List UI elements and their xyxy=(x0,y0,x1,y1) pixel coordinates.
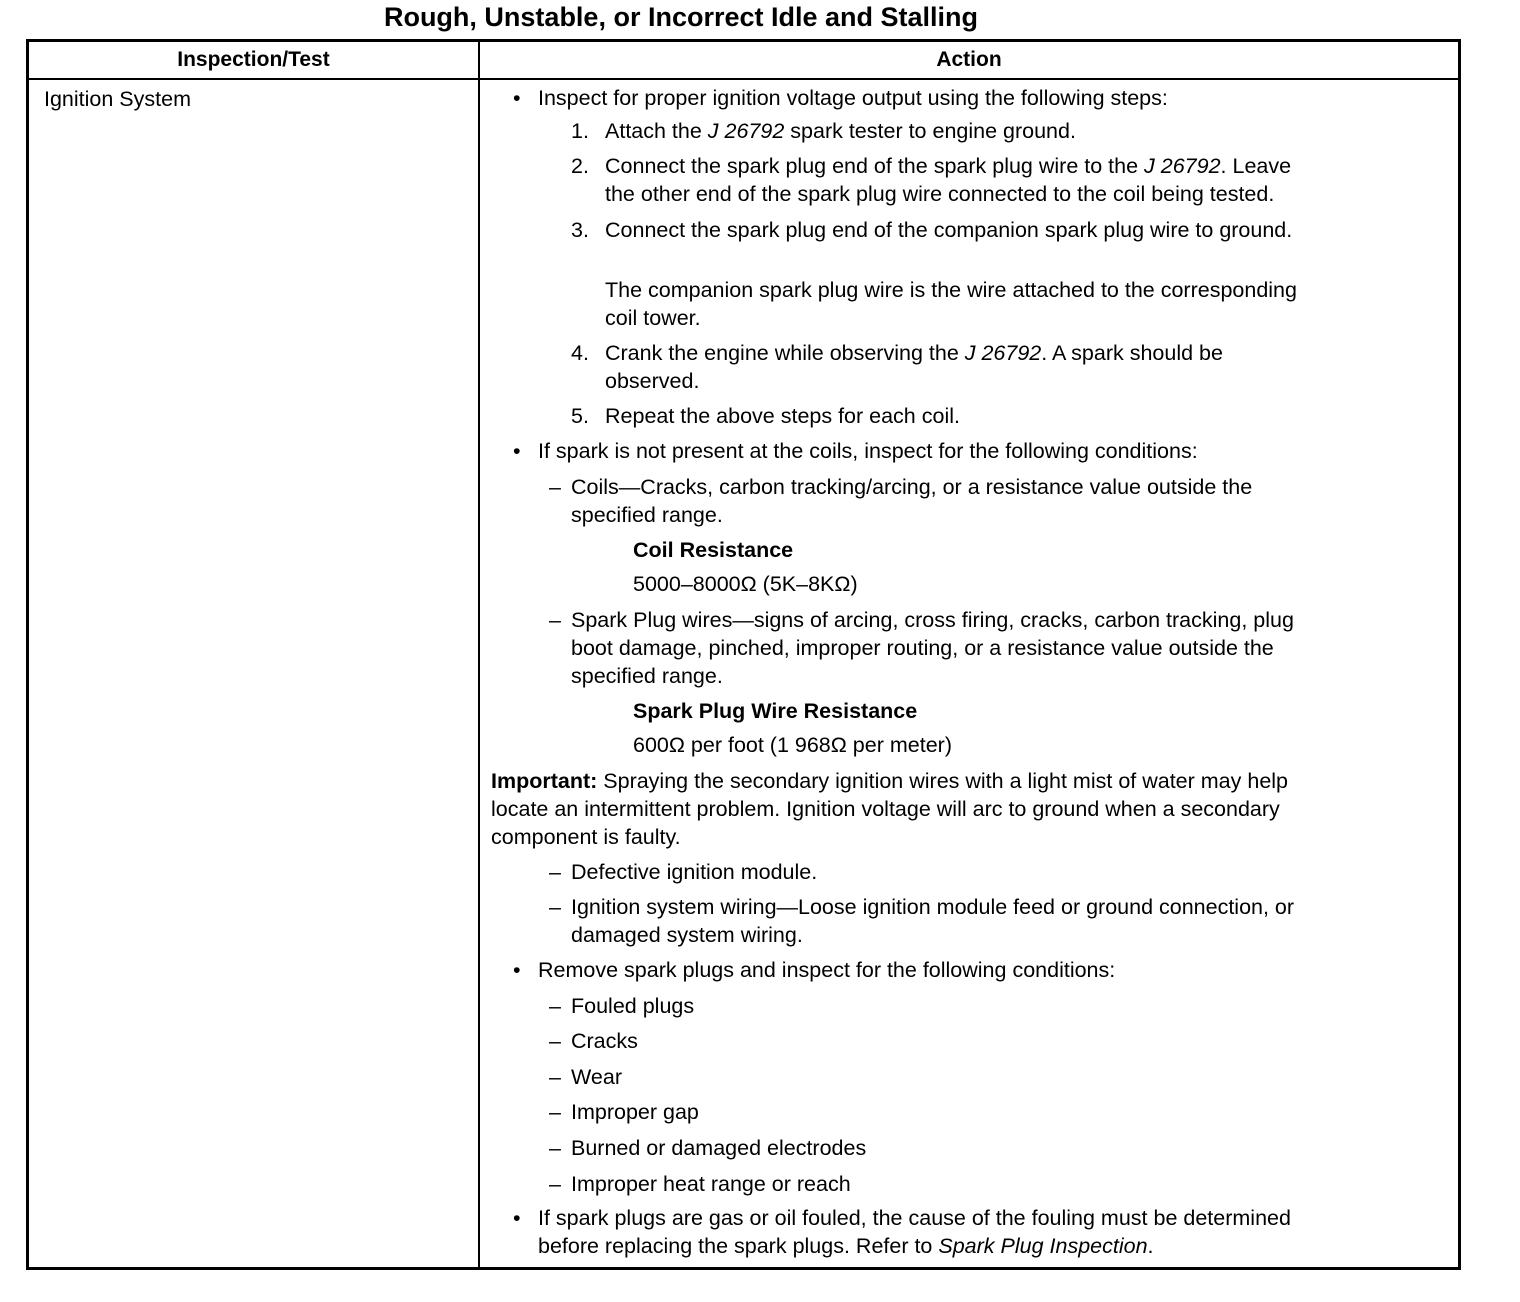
emphasis-text: Important: xyxy=(491,769,598,793)
action-line-dash-cont xyxy=(571,663,723,689)
header-inspection-test: Inspection/Test xyxy=(177,48,330,71)
action-line-step xyxy=(571,153,1292,179)
action-line-step xyxy=(571,217,1293,243)
action-line-spec xyxy=(633,732,952,758)
list-marker: • xyxy=(513,1206,521,1230)
list-marker: – xyxy=(549,1100,561,1124)
text: If spark plugs are gas or oil fouled, the cause of the fouling must be determined xyxy=(538,1206,1291,1230)
action-line-dash xyxy=(549,1171,851,1197)
text: . Leave xyxy=(1220,154,1292,178)
text: Spraying the secondary ignition wires with a light mist of water may help xyxy=(597,769,1289,793)
action-line-step xyxy=(571,403,960,429)
action-line-dash xyxy=(549,1099,699,1125)
text: Remove spark plugs and inspect for the following conditions: xyxy=(538,958,1116,982)
action-line-bullet xyxy=(513,438,1198,464)
list-marker: 3. xyxy=(571,218,589,242)
action-line-dash-cont xyxy=(571,635,1274,661)
text: specified range. xyxy=(571,503,723,527)
text: Improper heat range or reach xyxy=(571,1172,851,1196)
page-title: Rough, Unstable, or Incorrect Idle and Stalling xyxy=(383,2,979,32)
text: Burned or damaged electrodes xyxy=(571,1136,867,1160)
text: before replacing the spark plugs. Refer to xyxy=(538,1234,939,1258)
text: boot damage, pinched, improper routing, or a resistance value outside the xyxy=(571,636,1274,660)
action-line-spec xyxy=(633,698,917,724)
action-line-dash xyxy=(549,894,1295,920)
text: Improper gap xyxy=(571,1100,699,1124)
text: Repeat the above steps for each coil. xyxy=(605,404,960,428)
text: 600Ω per foot (1 968Ω per meter) xyxy=(633,733,952,757)
action-line-para xyxy=(491,796,1280,822)
text: Coils—Cracks, carbon tracking/arcing, or a resistance value outside the xyxy=(571,475,1253,499)
action-line-step xyxy=(571,118,1076,144)
action-line-bullet xyxy=(513,1205,1291,1231)
action-line-bullet xyxy=(513,85,1168,111)
action-line-para xyxy=(491,768,1288,794)
text: coil tower. xyxy=(605,306,701,330)
list-marker: 5. xyxy=(571,404,589,428)
action-line-bullet-cont xyxy=(538,1233,1154,1259)
action-line-dash xyxy=(549,1028,638,1054)
list-marker: – xyxy=(549,608,561,632)
action-line-step xyxy=(571,340,1223,366)
text: 5000–8000Ω (5K–8KΩ) xyxy=(633,572,858,596)
header-action: Action xyxy=(936,48,1002,71)
list-marker: – xyxy=(549,1172,561,1196)
action-line-dash xyxy=(549,1135,867,1161)
tool-reference: J 26792 xyxy=(964,341,1042,365)
text: . A spark should be xyxy=(1041,341,1223,365)
text: spark tester to engine ground. xyxy=(784,119,1076,143)
action-line-step-cont xyxy=(605,305,701,331)
action-line-step-cont xyxy=(605,181,1274,207)
column-divider xyxy=(478,42,480,1267)
text: Ignition system wiring—Loose ignition module feed or ground connection, or xyxy=(571,895,1295,919)
action-line-spec xyxy=(633,537,793,563)
list-marker: • xyxy=(513,86,521,110)
action-line-dash-cont xyxy=(571,922,803,948)
text: Spark Plug wires—signs of arcing, cross firing, cracks, carbon tracking, plug xyxy=(571,608,1294,632)
text: the other end of the spark plug wire connected to the coil being tested. xyxy=(605,182,1275,206)
list-marker: – xyxy=(549,895,561,919)
list-marker: • xyxy=(513,958,521,982)
text: The companion spark plug wire is the wire attached to the corresponding xyxy=(605,278,1297,302)
action-line-dash xyxy=(549,859,818,885)
action-line-dash xyxy=(549,993,695,1019)
action-line-bullet xyxy=(513,957,1116,983)
text: Fouled plugs xyxy=(571,994,695,1018)
action-line-spec xyxy=(633,571,858,597)
text: Crank the engine while observing the xyxy=(605,341,965,365)
list-marker: – xyxy=(549,1065,561,1089)
list-marker: – xyxy=(549,994,561,1018)
list-marker: – xyxy=(549,860,561,884)
action-line-dash xyxy=(549,474,1253,500)
action-line-step-cont xyxy=(605,277,1297,303)
text: Attach the xyxy=(605,119,708,143)
text: Cracks xyxy=(571,1029,638,1053)
text: locate an intermittent problem. Ignition voltage will arc to ground when a secondary xyxy=(491,797,1280,821)
tool-reference: J 26792 xyxy=(1144,154,1221,178)
text: Wear xyxy=(571,1065,622,1089)
action-line-dash xyxy=(549,607,1294,633)
text: damaged system wiring. xyxy=(571,923,803,947)
list-marker: – xyxy=(549,475,561,499)
tool-reference: J 26792 xyxy=(707,119,785,143)
text: Connect the spark plug end of the companion spark plug wire to ground. xyxy=(605,218,1293,242)
inspection-cell: Ignition System xyxy=(44,87,191,111)
list-marker: 4. xyxy=(571,341,589,365)
text: specified range. xyxy=(571,664,723,688)
list-marker: – xyxy=(549,1136,561,1160)
action-line-step-cont xyxy=(605,368,699,394)
list-marker: 2. xyxy=(571,154,589,178)
tool-reference: Spark Plug Inspection xyxy=(938,1234,1148,1258)
text: If spark is not present at the coils, inspect for the following conditions: xyxy=(538,439,1198,463)
emphasis-text: Coil Resistance xyxy=(633,538,794,562)
action-line-dash-cont xyxy=(571,502,723,528)
list-marker: • xyxy=(513,439,521,463)
list-marker: 1. xyxy=(571,119,589,143)
text: . xyxy=(1147,1234,1154,1258)
header-divider xyxy=(29,78,1458,80)
text: observed. xyxy=(605,369,700,393)
action-line-para xyxy=(491,824,681,850)
action-line-dash xyxy=(549,1064,622,1090)
text: Inspect for proper ignition voltage output using the following steps: xyxy=(538,86,1168,110)
text: Defective ignition module. xyxy=(571,860,818,884)
emphasis-text: Spark Plug Wire Resistance xyxy=(633,699,918,723)
list-marker: – xyxy=(549,1029,561,1053)
text: component is faulty. xyxy=(491,825,681,849)
text: Connect the spark plug end of the spark plug wire to the xyxy=(605,154,1145,178)
